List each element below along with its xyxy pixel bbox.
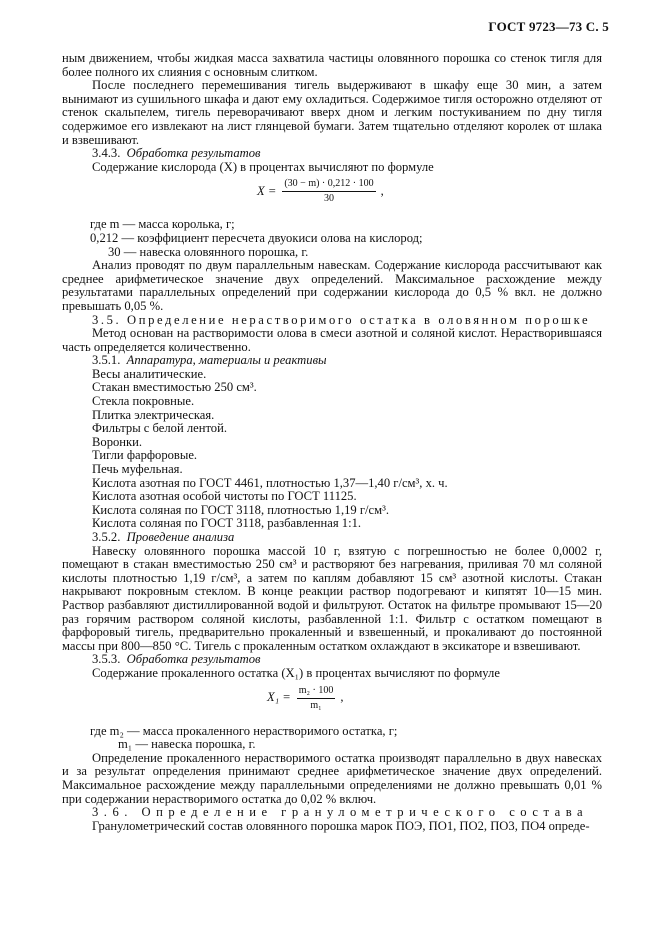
- formula-fraction: [297, 685, 336, 712]
- formula-tail: ,: [340, 690, 344, 705]
- legend-line: 30 — навеска оловянного порошка, г.: [108, 244, 309, 259]
- section-heading-3-4-3: [62, 147, 602, 161]
- legend-line: 0,212 — коэффициент пересчета двуокиси олова на кислород;: [90, 230, 423, 245]
- paragraph: Навеску оловянного порошка массой 10 г, взятую с погрешностью не более 0,0002 г, помещают в стакан вместимостью 250 см³ и растворяют без нагревания, приливая 70 мл соляной кислоты плотностью 1,19 г/см³, а затем по каплям добавляют 15 см³ азотной кислоты. Стакан накрывают покровным стеклом. В конце реакции раствор подогревают и кипятят 10—15 мин. Раствор разбавляют дистиллированной водой и фильтруют. Остаток на фильтре промывают 15—20 раз горячим раствором соляной кислоты, разбавленной 1:1. Фильтр с остатком помещают в фарфоровый тигель, предварительно прокаленный и взвешенный, и прокаливают до постоянной массы при 800—850 °С. Тигель с прокаленным остатком охлаждают в эксикаторе и взвешивают.: [62, 543, 602, 653]
- list-item: Воронки.: [92, 434, 143, 449]
- list-item: Кислота соляная по ГОСТ 3118, плотностью 1,19 г/см³.: [92, 502, 390, 517]
- paragraph: Содержание прокаленного остатка (X₁) в процентах вычисляют по формуле: [92, 665, 500, 680]
- list-item: Весы аналитические.: [92, 366, 207, 381]
- section-title: Аппаратура, материалы и реактивы: [126, 353, 327, 368]
- section-heading-3-5-2: [62, 531, 602, 545]
- document-body: [62, 52, 602, 833]
- formula-denominator: m₁: [310, 699, 322, 711]
- section-number: 3.5.2.: [92, 530, 121, 544]
- section-heading-3-5-1: [62, 354, 602, 368]
- section-heading-3-5-3: [62, 653, 602, 667]
- materials-list: [62, 368, 602, 531]
- list-item: Фильтры с белой лентой.: [92, 421, 227, 436]
- list-item: Кислота азотная особой чистоты по ГОСТ 11125.: [92, 489, 357, 504]
- paragraph: После последнего перемешивания тигель выдерживают в шкафу еще 30 мин, а затем вынимают из сушильного шкафа и дают ему охладиться. Содержимое тигля осторожно отделяют от стенок скальпелем, тигель переворачивают вверх дном и легким постукиванием по дну тигля содержимое его извлекают на лист глянцевой бумаги. Затем тщательно отделяют королек от шлака и взвешивают.: [62, 78, 602, 147]
- list-item: Плитка электрическая.: [92, 407, 215, 422]
- formula-tail: ,: [380, 184, 384, 199]
- section-number: 3.4.3.: [92, 146, 121, 161]
- section-number: 3.5.1.: [92, 353, 121, 368]
- list-item: Печь муфельная.: [92, 462, 183, 477]
- formula-denominator: 30: [323, 193, 334, 205]
- paragraph: Анализ проводят по двум параллельным навескам. Содержание кислорода рассчитывают как среднее арифметическое значение двух определений. Максимальное расхождение между результатами параллельных определений при содержании кислорода до 0,5 % вкл. не должно превышать 0,05 %.: [62, 258, 602, 313]
- section-title: Обработка результатов: [126, 146, 261, 161]
- paragraph: Гранулометрический состав оловянного порошка марок ПОЭ, ПО1, ПО2, ПО3, ПО4 опреде-: [92, 818, 590, 833]
- formula-fraction: [282, 178, 375, 205]
- formula-numerator: m₂ · 100: [297, 685, 336, 699]
- formula-oxygen: [62, 174, 602, 212]
- list-item: Кислота азотная по ГОСТ 4461, плотностью 1,37—1,40 г/см³, х. ч.: [92, 475, 448, 490]
- formula-lhs: X =: [257, 184, 277, 199]
- section-number: 3.5.3.: [92, 652, 121, 667]
- list-item: Кислота соляная по ГОСТ 3118, разбавленная 1:1.: [92, 516, 362, 531]
- paragraph: Содержание кислорода (X) в процентах вычисляют по формуле: [92, 159, 434, 174]
- list-item: Стакан вместимостью 250 см³.: [92, 380, 257, 395]
- list-item: Тигли фарфоровые.: [92, 448, 198, 463]
- paragraph: Определение прокаленного нерастворимого остатка производят параллельно в двух навесках и за результат определения принимают среднее арифметическое значение двух определений. Максимальное расхождение между параллельными определениями не должно превышать 0,01 % при содержании нерастворимого остатка до 0,02 % включ.: [62, 750, 602, 806]
- section-title: Проведение анализа: [126, 530, 235, 544]
- section-heading-3-6: 3.6. Определение гранулометрического состава: [92, 805, 589, 820]
- legend-line: m₁ — навеска порошка, г.: [118, 737, 256, 752]
- legend-line: где m — масса королька, г;: [90, 217, 235, 232]
- formula-residue: [62, 681, 602, 719]
- paragraph: ным движением, чтобы жидкая масса захватила частицы оловянного порошка со стенок тигля для более полного их слияния с основным слитком.: [62, 51, 602, 79]
- formula-numerator: (30 − m) · 0,212 · 100: [282, 178, 375, 192]
- section-title: Обработка результатов: [126, 652, 261, 667]
- section-heading-3-5: 3.5. Определение нерастворимого остатка в оловянном порошке: [92, 312, 591, 327]
- legend-line: где m₂ — масса прокаленного нерастворимого остатка, г;: [90, 723, 398, 738]
- list-item: Стекла покровные.: [92, 394, 195, 409]
- formula-lhs: X₁ =: [267, 690, 291, 705]
- page-header: ГОСТ 9723—73 С. 5: [488, 19, 609, 34]
- paragraph: Метод основан на растворимости олова в смеси азотной и соляной кислот. Нерастворившаяся часть определяется количественно.: [62, 326, 602, 354]
